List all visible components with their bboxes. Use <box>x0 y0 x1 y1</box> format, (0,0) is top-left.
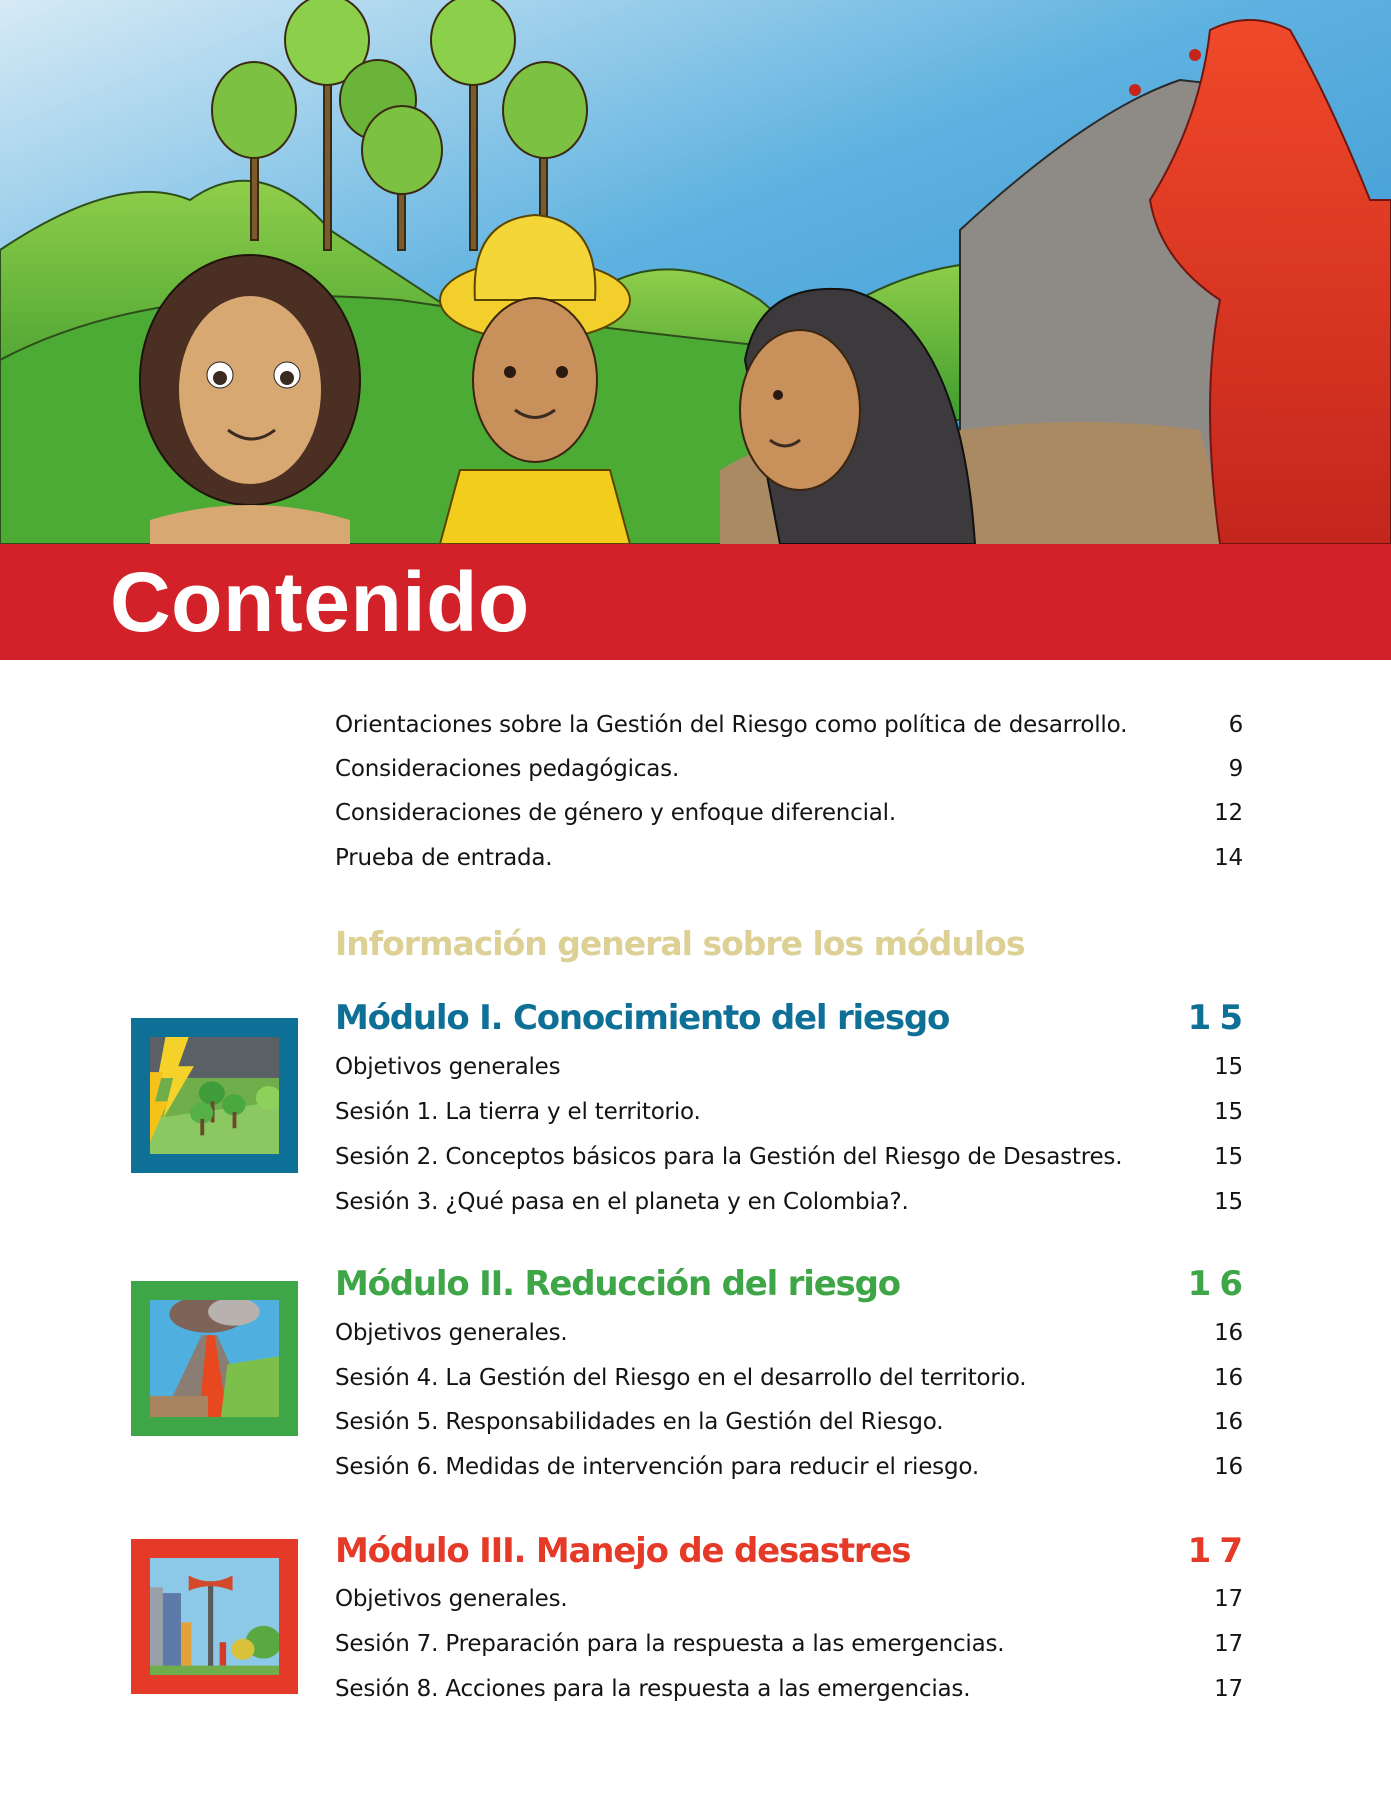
toc-entry-page: 16 <box>1214 1454 1243 1480</box>
toc-entry[interactable] <box>335 753 1243 785</box>
title-banner <box>0 544 1391 660</box>
toc-entry-page: 12 <box>1214 800 1243 826</box>
toc-entry-page: 16 <box>1214 1409 1243 1435</box>
alarm-siren-icon <box>150 1558 279 1675</box>
toc-entry-label: Prueba de entrada. <box>335 845 553 871</box>
module-title: Módulo I. Conocimiento del riesgo <box>335 998 950 1038</box>
toc-entry-label: Sesión 1. La tierra y el territorio. <box>335 1099 701 1125</box>
toc-entry-page: 15 <box>1214 1144 1243 1170</box>
toc-entry-label: Consideraciones de género y enfoque diferencial. <box>335 800 896 826</box>
section-heading: Información general sobre los módulos <box>335 924 1025 963</box>
toc-entry-label: Sesión 7. Preparación para la respuesta a las emergencias. <box>335 1631 1005 1657</box>
module-1-heading[interactable] <box>335 994 1251 1042</box>
toc-entry[interactable] <box>335 797 1243 829</box>
module-page: 16 <box>1187 1264 1251 1304</box>
volcano-icon <box>150 1300 279 1417</box>
storm-lightning-icon <box>150 1037 279 1154</box>
toc-entry-label: Consideraciones pedagógicas. <box>335 756 680 782</box>
module-1-thumbnail <box>131 1018 298 1173</box>
page-title: Contenido <box>110 555 530 649</box>
toc-entry-page: 6 <box>1228 712 1243 738</box>
toc-entry-label: Sesión 2. Conceptos básicos para la Gestión del Riesgo de Desastres. <box>335 1144 1123 1170</box>
toc-entry[interactable] <box>335 1583 1243 1615</box>
toc-entry-label: Sesión 5. Responsabilidades en la Gestión del Riesgo. <box>335 1409 944 1435</box>
module-2-heading[interactable] <box>335 1260 1251 1308</box>
module-2-thumbnail <box>131 1281 298 1436</box>
toc-entry-page: 15 <box>1214 1054 1243 1080</box>
toc-entry[interactable] <box>335 1628 1243 1660</box>
toc-entry[interactable] <box>335 1186 1243 1218</box>
toc-entry-page: 9 <box>1228 756 1243 782</box>
module-title: Módulo III. Manejo de desastres <box>335 1531 911 1571</box>
toc-entry-label: Sesión 3. ¿Qué pasa en el planeta y en Colombia?. <box>335 1189 909 1215</box>
toc-entry-page: 14 <box>1214 845 1243 871</box>
toc-entry[interactable] <box>335 1673 1243 1705</box>
module-3-thumbnail <box>131 1539 298 1694</box>
toc-entry-label: Objetivos generales. <box>335 1586 568 1612</box>
toc-entry[interactable] <box>335 709 1243 741</box>
toc-entry[interactable] <box>335 1096 1243 1128</box>
module-title: Módulo II. Reducción del riesgo <box>335 1264 900 1304</box>
hero-illustration <box>0 0 1391 544</box>
toc-entry-label: Sesión 4. La Gestión del Riesgo en el desarrollo del territorio. <box>335 1365 1027 1391</box>
toc-entry[interactable] <box>335 1141 1243 1173</box>
toc-entry-page: 17 <box>1214 1631 1243 1657</box>
toc-entry[interactable] <box>335 842 1243 874</box>
toc-entry-label: Sesión 8. Acciones para la respuesta a las emergencias. <box>335 1676 971 1702</box>
module-page: 15 <box>1187 998 1251 1038</box>
toc-entry[interactable] <box>335 1051 1243 1083</box>
toc-entry-page: 16 <box>1214 1365 1243 1391</box>
toc-entry-page: 17 <box>1214 1586 1243 1612</box>
toc-entry-label: Objetivos generales <box>335 1054 561 1080</box>
toc-entry-page: 17 <box>1214 1676 1243 1702</box>
toc-entry-page: 15 <box>1214 1189 1243 1215</box>
toc-entry[interactable] <box>335 1317 1243 1349</box>
toc-entry-label: Objetivos generales. <box>335 1320 568 1346</box>
toc-entry[interactable] <box>335 1362 1243 1394</box>
toc-entry[interactable] <box>335 1451 1243 1483</box>
toc-entry-page: 16 <box>1214 1320 1243 1346</box>
module-3-heading[interactable] <box>335 1527 1251 1575</box>
toc-entry[interactable] <box>335 1406 1243 1438</box>
toc-entry-page: 15 <box>1214 1099 1243 1125</box>
module-page: 17 <box>1187 1531 1251 1571</box>
toc-entry-label: Sesión 6. Medidas de intervención para reducir el riesgo. <box>335 1454 979 1480</box>
toc-entry-label: Orientaciones sobre la Gestión del Riesgo como política de desarrollo. <box>335 712 1128 738</box>
